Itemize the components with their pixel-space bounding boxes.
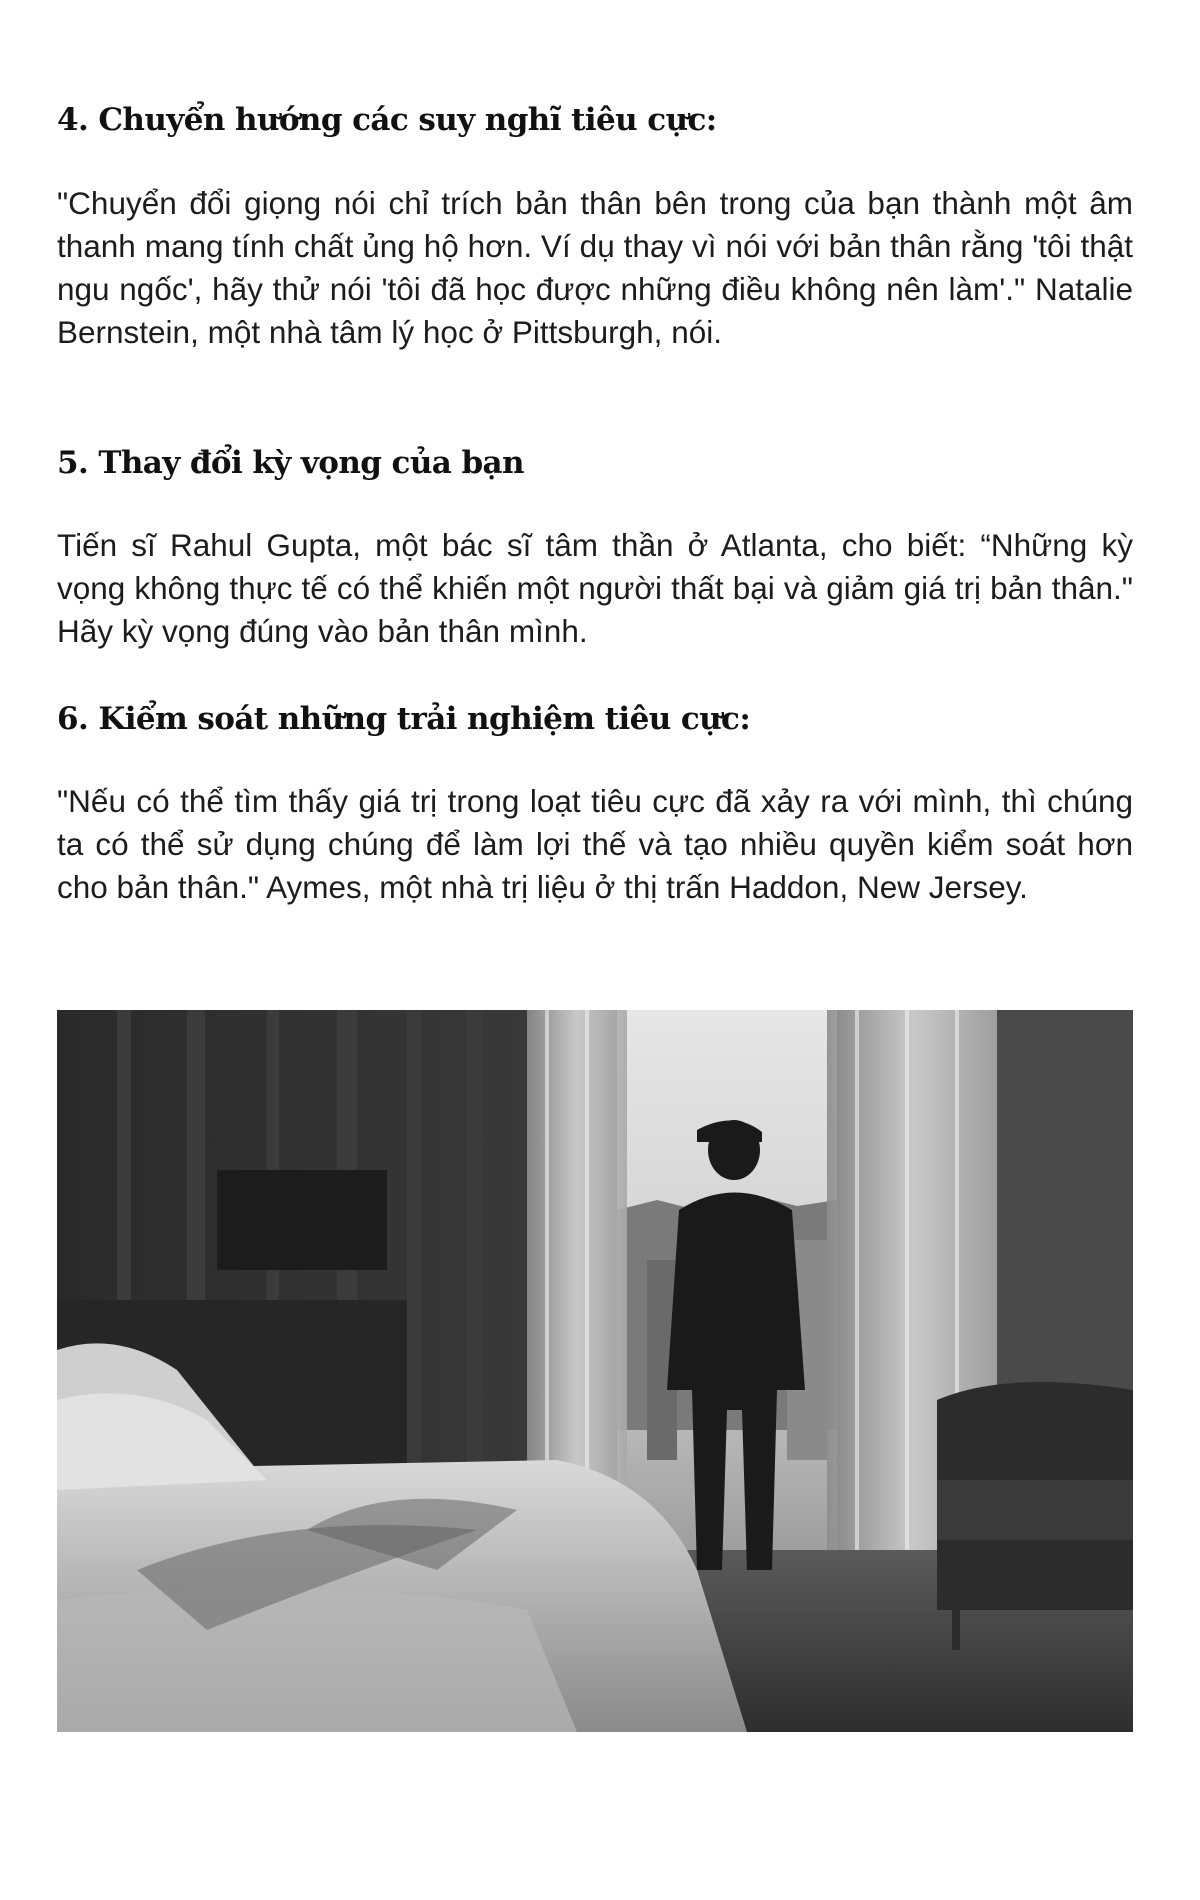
section-heading-5: 5. Thay đổi kỳ vọng của bạn [57, 445, 524, 481]
section-heading-6: 6. Kiểm soát những trải nghiệm tiêu cực: [57, 701, 751, 737]
section-body-6: "Nếu có thể tìm thấy giá trị trong loạt tiêu cực đã xảy ra với mình, thì chúng ta có thể sử dụng chúng để làm lợi thế và tạo nhiều quyền kiểm soát hơn cho bản thân." Aymes, một nhà trị liệu ở thị trấn Haddon, New Jersey. [57, 783, 1133, 905]
section-heading-4: 4. Chuyển hướng các suy nghĩ tiêu cực: [57, 102, 717, 138]
section-body-5: Tiến sĩ Rahul Gupta, một bác sĩ tâm thần ở Atlanta, cho biết: “Những kỳ vọng không thực tế có thể khiến một người thất bại và giảm giá trị bản thân." Hãy kỳ vọng đúng vào bản thân mình. [57, 527, 1133, 649]
section-body-4: "Chuyển đổi giọng nói chỉ trích bản thân bên trong của bạn thành một âm thanh mang tính chất ủng hộ hơn. Ví dụ thay vì nói với bản thân rằng 'tôi thật ngu ngốc', hãy thử nói 'tôi đã học được những điều không nên làm'." Natalie Bernstein, một nhà tâm lý học ở Pittsburgh, nói. [57, 185, 1133, 350]
hotel-room-photo [57, 1010, 1133, 1732]
armchair [937, 1382, 1133, 1650]
